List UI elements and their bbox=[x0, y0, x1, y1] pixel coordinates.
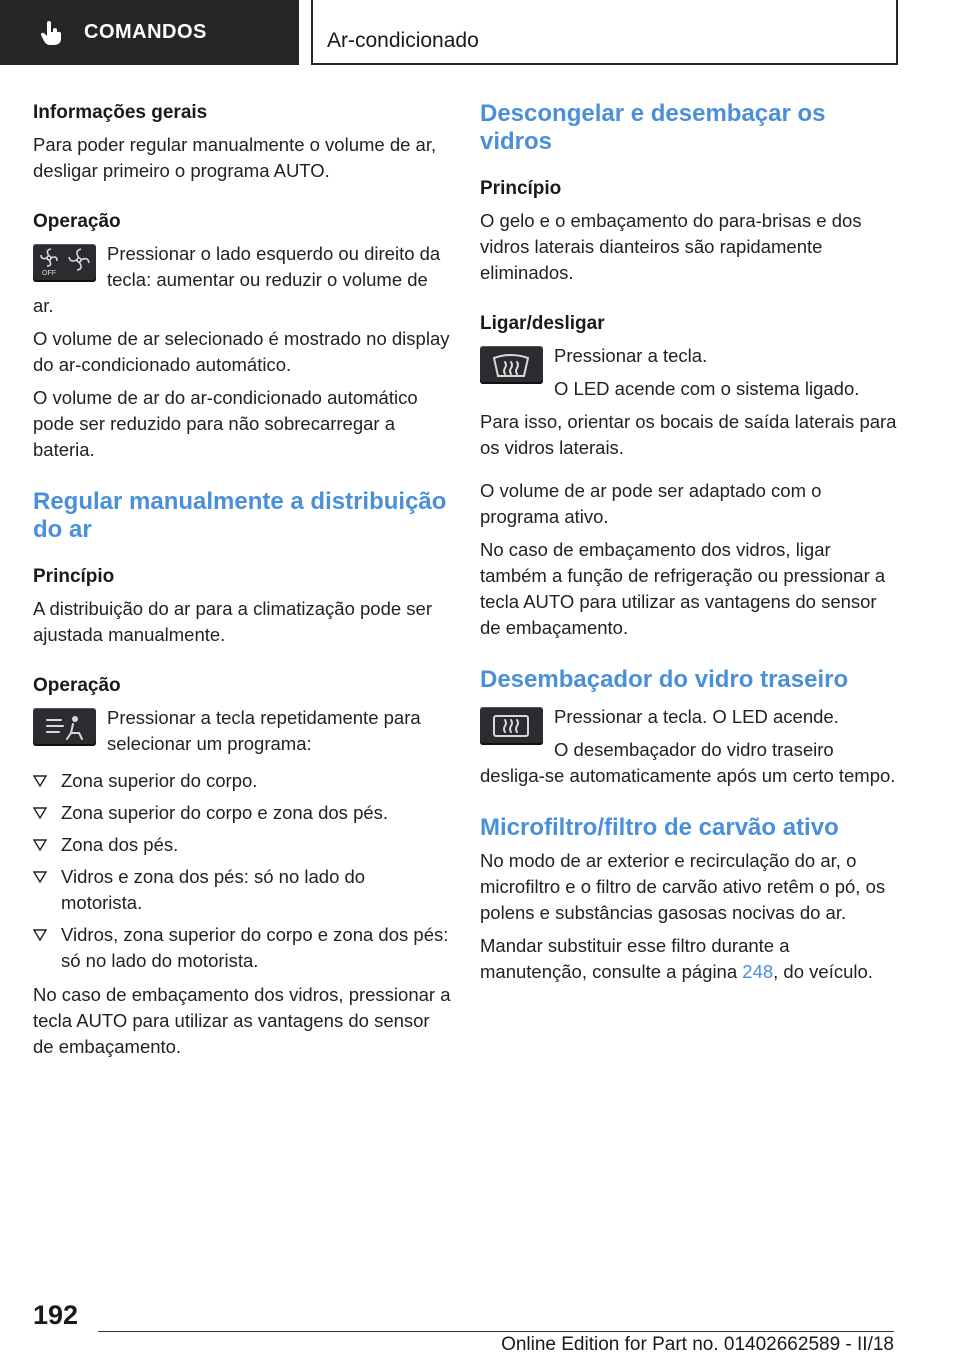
fan-button-text: Pressionar o lado esquerdo ou direito da tecla: aumentar ou reduzir o volume de ar. bbox=[33, 243, 441, 316]
program-item-text: Zona superior do corpo e zona dos pés. bbox=[61, 802, 389, 823]
list-item bbox=[33, 800, 451, 826]
section-title: Ar-condicionado bbox=[327, 29, 479, 52]
program-item-text: Zona superior do corpo. bbox=[61, 770, 258, 791]
triangle-bullet-icon bbox=[33, 871, 47, 883]
general-text: Para poder regular manualmente o volume de ar, desligar primeiro o programa AUTO. bbox=[33, 134, 437, 181]
list-item bbox=[33, 768, 451, 794]
triangle-bullet-icon bbox=[33, 929, 47, 941]
filter-heading: Microfiltro/filtro de carvão ativo bbox=[480, 814, 839, 841]
list-item bbox=[33, 922, 451, 974]
windshield-defrost-button-icon bbox=[480, 346, 543, 384]
distribution-heading: Regular manualmente a distribuição do ar bbox=[33, 488, 447, 543]
page-number: 192 bbox=[33, 1300, 79, 1330]
rear-heading: Desembaçador do vidro traseiro bbox=[480, 666, 849, 693]
triangle-bullet-icon bbox=[33, 807, 47, 819]
program-button-text: Pressionar a tecla repetidamente para selecionar um programa: bbox=[107, 707, 421, 754]
auto-volume-text: O volume de ar pode ser adaptado com o programa ativo. bbox=[480, 480, 822, 527]
rear-window-defrost-button-icon bbox=[480, 707, 543, 745]
principle-text: A distribuição do ar para a climatização pode ser ajustada manualmente. bbox=[33, 598, 432, 645]
fan-off-button-icon bbox=[33, 244, 96, 282]
cooling-text: No caso de embaçamento dos vidros, ligar também a função de refrigeração ou pressionar a tecla AUTO para utilizar as vantagens do sensor de embaçamento. bbox=[480, 539, 886, 638]
volume-reduced-text: O volume de ar do ar-condicionado automático pode ser reduzido para não sobrecarregar a bateria. bbox=[33, 387, 418, 460]
list-item bbox=[33, 832, 451, 858]
defrost-press: Pressionar a tecla. bbox=[554, 345, 708, 366]
program-item-text: Vidros e zona dos pés: só no lado do motorista. bbox=[61, 866, 366, 913]
hand-pointer-icon bbox=[38, 20, 64, 46]
volume-shown-text: O volume de ar selecionado é mostrado no display do ar-condicionado automático. bbox=[33, 328, 450, 375]
operation2-heading: Operação bbox=[33, 675, 121, 696]
filter-text: No modo de ar exterior e recirculação do ar, o microfiltro e o filtro de carvão ativo retêm o pó, os polens e substâncias gasosas nocivas do ar. bbox=[480, 850, 886, 923]
air-distribution-button-icon bbox=[33, 708, 96, 746]
replace-text bbox=[480, 933, 900, 985]
program-list bbox=[33, 768, 451, 974]
general-heading: Informações gerais bbox=[33, 102, 208, 123]
list-item bbox=[33, 864, 451, 916]
fogging-text: No caso de embaçamento dos vidros, pressionar a tecla AUTO para utilizar as vantagens do sensor de embaçamento. bbox=[33, 984, 451, 1057]
right-column bbox=[480, 100, 900, 992]
svg-text:OFF: OFF bbox=[42, 270, 56, 277]
onoff-heading: Ligar/desligar bbox=[480, 313, 605, 334]
principle-heading: Princípio bbox=[33, 566, 115, 587]
principle-text: O gelo e o embaçamento do para-brisas e dos vidros laterais dianteiros são rapidamente eliminados. bbox=[480, 210, 862, 283]
page-link[interactable]: 248 bbox=[742, 961, 774, 982]
left-column bbox=[33, 100, 451, 1067]
footer-divider bbox=[98, 1331, 894, 1332]
principle-heading: Princípio bbox=[480, 178, 562, 199]
triangle-bullet-icon bbox=[33, 839, 47, 851]
rear-press: Pressionar a tecla. O LED acende. bbox=[554, 706, 839, 727]
section-tab-label: COMANDOS bbox=[84, 21, 207, 43]
operation-heading: Operação bbox=[33, 211, 121, 232]
section-title-box bbox=[311, 0, 898, 65]
defrost-heading: Descongelar e desembaçar os vidros bbox=[480, 100, 826, 155]
section-tab bbox=[0, 0, 299, 65]
defrost-led: O LED acende com o sistema ligado. bbox=[554, 378, 860, 399]
rear-text: O desembaçador do vidro traseiro desliga-se automaticamente após um certo tempo. bbox=[480, 739, 896, 786]
footer-edition: Online Edition for Part no. 01402662589 - II/18 bbox=[501, 1334, 894, 1355]
program-item-text: Vidros, zona superior do corpo e zona dos pés: só no lado do motorista. bbox=[61, 924, 449, 971]
program-item-text: Zona dos pés. bbox=[61, 834, 179, 855]
triangle-bullet-icon bbox=[33, 775, 47, 787]
side-vents-text: Para isso, orientar os bocais de saída laterais para os vidros laterais. bbox=[480, 411, 897, 458]
replace-text-after: , do veículo. bbox=[773, 961, 873, 982]
replace-text-before: Mandar substituir esse filtro durante a manutenção, consulte a página bbox=[480, 935, 790, 982]
